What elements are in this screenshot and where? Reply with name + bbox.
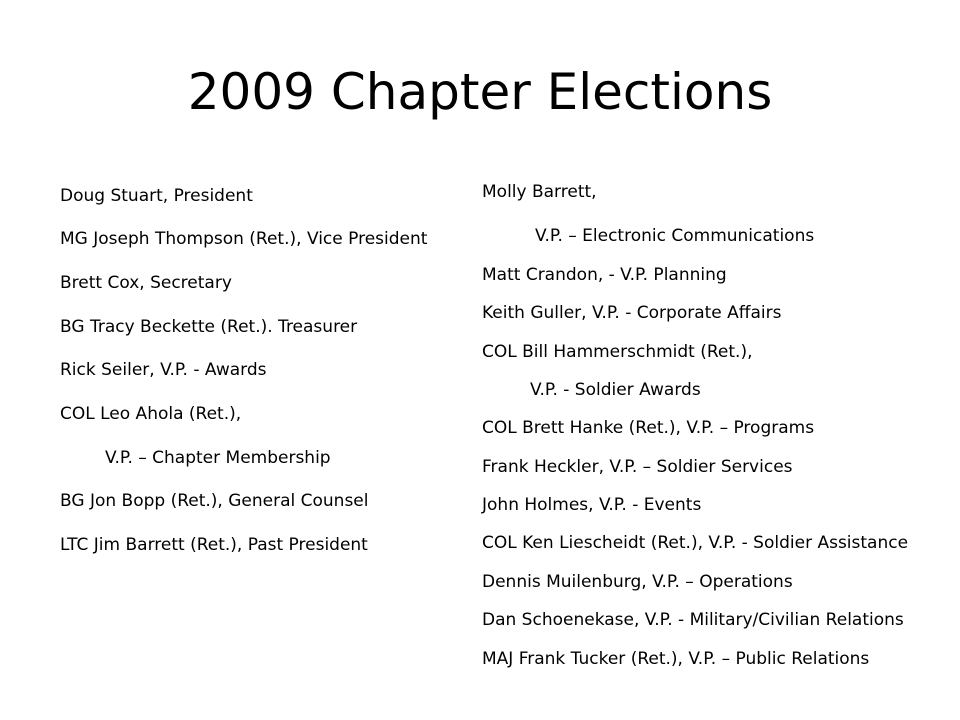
officer-entry: BG Jon Bopp (Ret.), General Counsel xyxy=(60,491,369,511)
officer-entry: MAJ Frank Tucker (Ret.), V.P. – Public Relations xyxy=(482,649,870,669)
officer-entry: V.P. - Soldier Awards xyxy=(530,380,701,400)
officer-entry: V.P. – Chapter Membership xyxy=(105,448,331,468)
officer-entry: Doug Stuart, President xyxy=(60,186,253,206)
officer-entry: COL Bill Hammerschmidt (Ret.), xyxy=(482,342,753,362)
officer-entry: Dennis Muilenburg, V.P. – Operations xyxy=(482,572,793,592)
officer-entry: Rick Seiler, V.P. - Awards xyxy=(60,360,267,380)
officer-entry: V.P. – Electronic Communications xyxy=(535,226,815,246)
officer-entry: COL Brett Hanke (Ret.), V.P. – Programs xyxy=(482,418,815,438)
officer-entry: BG Tracy Beckette (Ret.). Treasurer xyxy=(60,317,358,337)
slide-title: 2009 Chapter Elections xyxy=(187,63,773,121)
officer-entry: Dan Schoenekase, V.P. - Military/Civilian Relations xyxy=(482,610,904,630)
officer-entry: Molly Barrett, xyxy=(482,182,597,202)
officer-entry: MG Joseph Thompson (Ret.), Vice President xyxy=(60,229,428,249)
officer-entry: Keith Guller, V.P. - Corporate Affairs xyxy=(482,303,782,323)
officer-entry: Brett Cox, Secretary xyxy=(60,273,232,293)
officer-entry: COL Ken Liescheidt (Ret.), V.P. - Soldier Assistance xyxy=(482,533,909,553)
officer-entry: John Holmes, V.P. - Events xyxy=(482,495,702,515)
officer-entry: COL Leo Ahola (Ret.), xyxy=(60,404,242,424)
officer-entry: Matt Crandon, - V.P. Planning xyxy=(482,265,727,285)
officer-entry: LTC Jim Barrett (Ret.), Past President xyxy=(60,535,368,555)
officer-entry: Frank Heckler, V.P. – Soldier Services xyxy=(482,457,793,477)
